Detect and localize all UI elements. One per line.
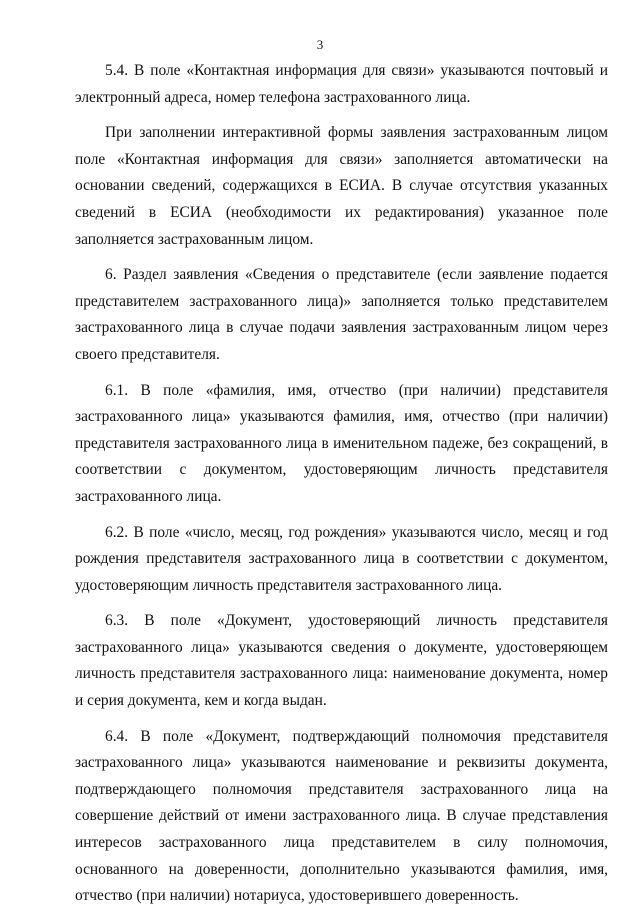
paragraph-5-4-autofill: При заполнении интерактивной формы заявления застрахованным лицом поле «Контактная информация для связи» заполняется автоматически на основании сведений, содержащихся в ЕСИА. В случае отсутствия указанных сведений в ЕСИА (необходимости их редактирования) указанное поле заполняется застрахованным лицом. [75, 124, 608, 248]
paragraph-6-4: 6.4. В поле «Документ, подтверждающий полномочия представителя застрахованного лица» указываются наименование и реквизиты документа, подтверждающего полномочия представителя застрахованного лица на совершение действий от имени застрахованного лица. В случае представления интересов застрахованного лица представителем в силу полномочия, основанного на доверенности, дополнительно указываются фамилия, имя, отчество (при наличии) нотариуса, удостоверившего доверенность. [75, 727, 608, 905]
paragraph-6: 6. Раздел заявления «Сведения о представителе (если заявление подается представителем застрахованного лица)» заполняется только представителем застрахованного лица в случае подачи заявления застрахованным лицом через своего представителя. [75, 266, 608, 363]
paragraph-5-4: 5.4. В поле «Контактная информация для связи» указываются почтовый и электронный адреса, номер телефона застрахованного лица. [75, 62, 608, 106]
paragraph-6-1: 6.1. В поле «фамилия, имя, отчество (при наличии) представителя застрахованного лица» указываются фамилия, имя, отчество (при наличии) представителя застрахованного лица в именительном падеже, без сокращений, в соответствии с документом, удостоверяющим личность представителя застрахованного лица. [75, 381, 608, 505]
document-body [75, 58, 608, 910]
paragraph-6-3: 6.3. В поле «Документ, удостоверяющий личность представителя застрахованного лица» указываются сведения о документе, удостоверяющем личность представителя застрахованного лица: наименование документа, номер и серия документа, кем и когда выдан. [75, 612, 608, 710]
paragraph-6-2: 6.2. В поле «число, месяц, год рождения» указываются число, месяц и год рождения представителя застрахованного лица в соответствии с документом, удостоверяющим личность представителя застрахованного лица. [75, 523, 608, 594]
page-number: 3 [316, 37, 324, 52]
